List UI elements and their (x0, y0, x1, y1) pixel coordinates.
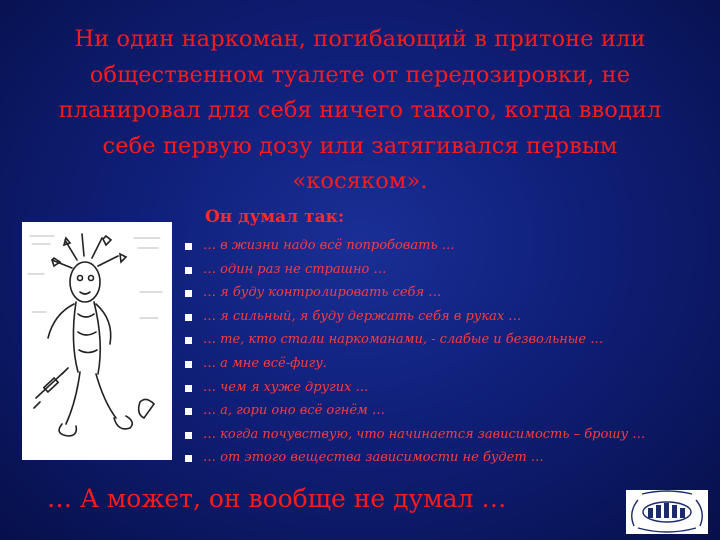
title-line: «косяком». (292, 168, 428, 194)
list-item-text: … я сильный, я буду держать себя в руках … (203, 308, 522, 324)
list-item-text: … а, гори оно всё огнём … (203, 403, 385, 419)
title-line: Ни один наркоман, погибающий в притоне или (74, 26, 646, 52)
title-line: планировал для себя ничего такого, когда вводил (58, 97, 662, 123)
bullet-square-icon (185, 361, 192, 368)
list-item-text: … один раз не страшно … (203, 261, 387, 277)
bullet-square-icon (185, 243, 192, 250)
bullet-square-icon (185, 337, 192, 344)
bullet-square-icon (185, 385, 192, 392)
list-item-text: … в жизни надо всё попробовать … (203, 238, 455, 253)
bullet-square-icon (185, 455, 192, 462)
bullet-square-icon (185, 432, 192, 439)
list-item-text: … от этого вещества зависимости не будет … (203, 450, 544, 466)
slide-title (20, 22, 700, 200)
bullet-square-icon (185, 267, 192, 274)
thought-heading: Он думал так: (205, 207, 345, 227)
list-item-text: … а мне всё-фигу. (203, 355, 327, 371)
closing-statement: … А может, он вообще не думал … (47, 484, 507, 513)
list-item-text: … когда почувствую, что начинается зависимость – брошу … (203, 426, 646, 442)
organization-logo (626, 490, 708, 534)
list-item-text: … те, кто стали наркоманами, - слабые и безвольные … (203, 332, 604, 348)
cartoon-illustration (22, 222, 172, 460)
bullet-square-icon (185, 290, 192, 297)
list-item-text: … я буду контролировать себя … (203, 285, 442, 301)
title-line: себе первую дозу или затягивался первым (102, 132, 618, 159)
addict-cartoon-image (22, 222, 172, 460)
bullet-square-icon (185, 314, 192, 321)
emblem-icon (626, 490, 708, 534)
bullet-square-icon (185, 408, 192, 415)
list-item-text: … чем я хуже других … (203, 379, 369, 395)
title-line: общественном туалете от передозировки, не (89, 61, 631, 88)
